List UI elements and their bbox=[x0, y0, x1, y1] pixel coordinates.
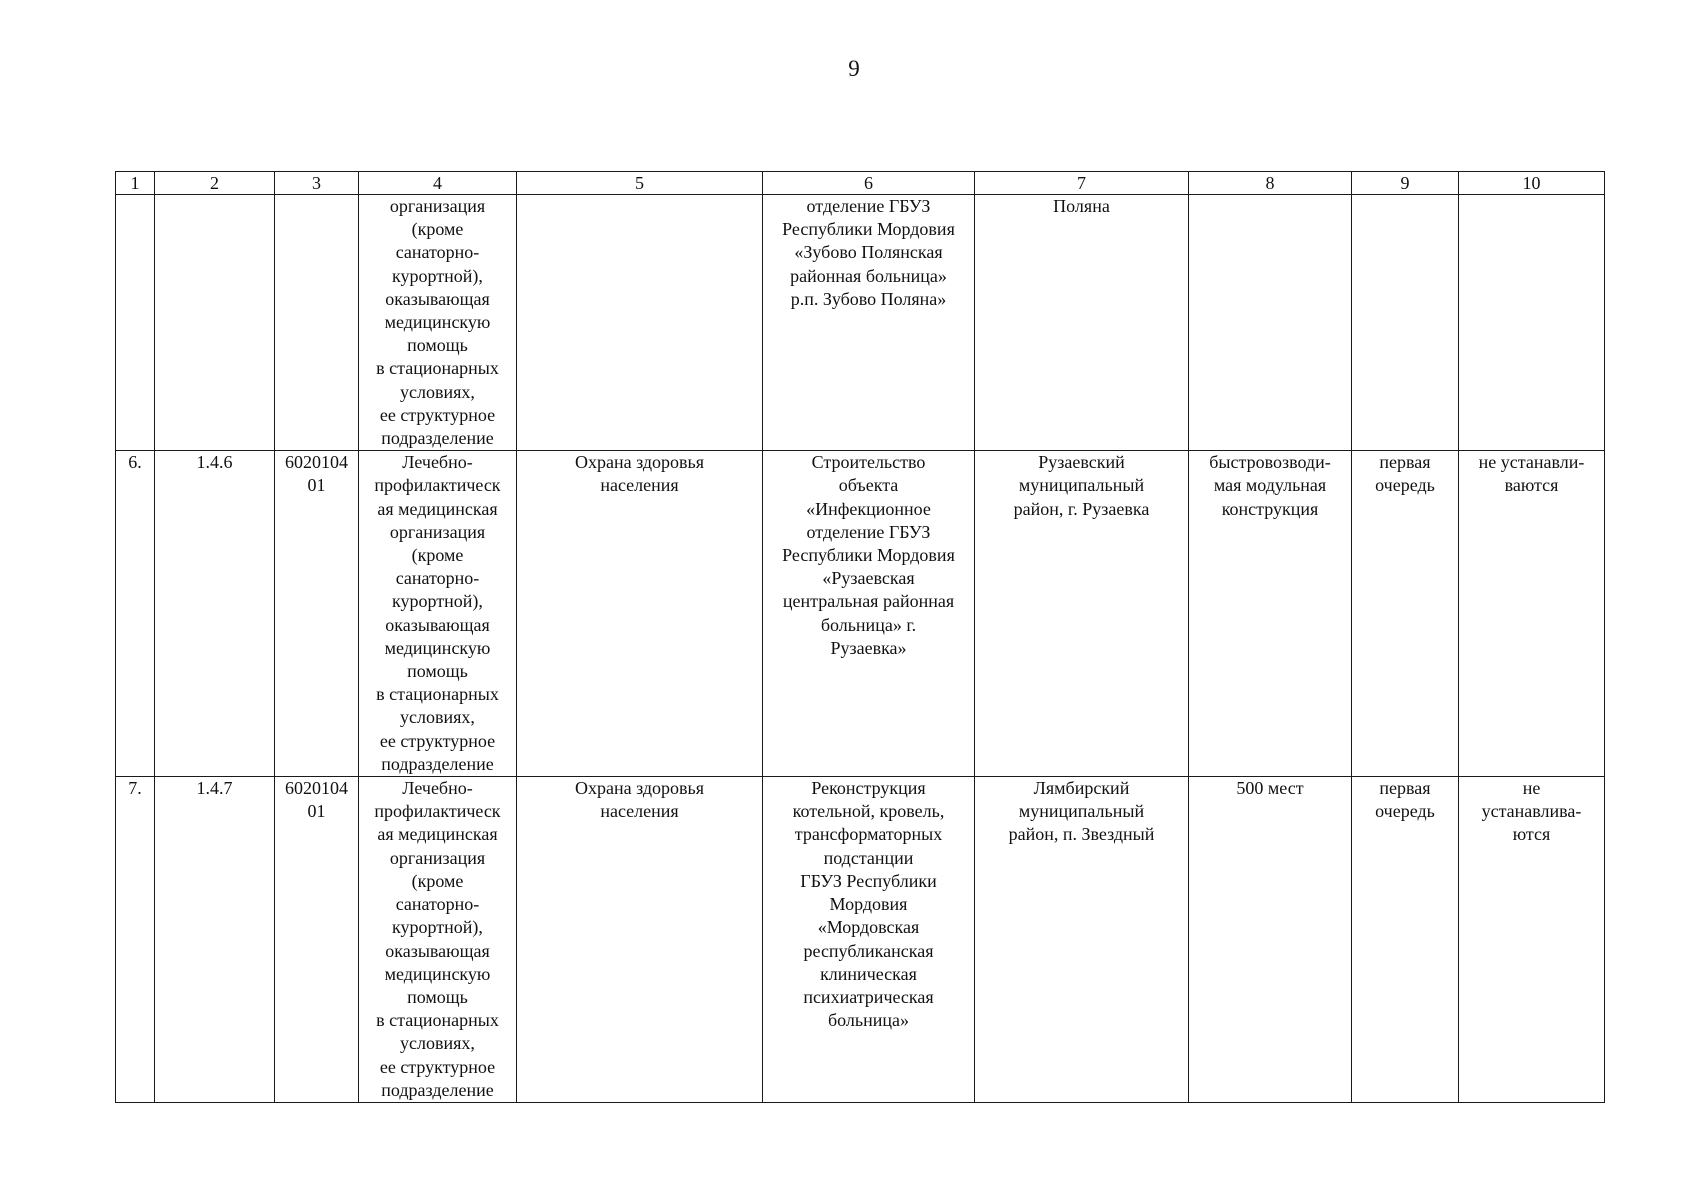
classifier-code-cell bbox=[275, 195, 359, 451]
column-header: 10 bbox=[1459, 172, 1605, 195]
column-header: 1 bbox=[116, 172, 155, 195]
characteristics-cell: быстровозводи- мая модульная конструкция bbox=[1189, 451, 1352, 777]
planning-objects-table bbox=[115, 171, 1605, 1103]
column-header: 2 bbox=[155, 172, 275, 195]
characteristics-cell bbox=[1189, 195, 1352, 451]
column-numbers-row bbox=[116, 172, 1605, 195]
object-type-cell: Лечебно- профилактическ ая медицинская организация (кроме санаторно- курортной), оказывающая медицинскую помощь в стационарных условиях, ее структурное подразделение bbox=[359, 777, 517, 1103]
row-number-cell: 7. bbox=[116, 777, 155, 1103]
column-header: 6 bbox=[763, 172, 975, 195]
object-code-cell bbox=[155, 195, 275, 451]
row-number-cell: 6. bbox=[116, 451, 155, 777]
column-header: 7 bbox=[975, 172, 1189, 195]
purpose-cell: Охрана здоровья населения bbox=[517, 451, 763, 777]
purpose-cell: Охрана здоровья населения bbox=[517, 777, 763, 1103]
object-name-cell: отделение ГБУЗ Республики Мордовия «Зубово Полянская районная больница» р.п. Зубово Поляна» bbox=[763, 195, 975, 451]
object-name-cell: Строительство объекта «Инфекционное отделение ГБУЗ Республики Мордовия «Рузаевская центральная районная больница» г. Рузаевка» bbox=[763, 451, 975, 777]
table-row bbox=[116, 451, 1605, 777]
object-type-cell: организация (кроме санаторно- курортной), оказывающая медицинскую помощь в стационарных условиях, ее структурное подразделение bbox=[359, 195, 517, 451]
characteristics-cell: 500 мест bbox=[1189, 777, 1352, 1103]
zones-cell: не устанавли- ваются bbox=[1459, 451, 1605, 777]
object-code-cell: 1.4.7 bbox=[155, 777, 275, 1103]
zones-cell bbox=[1459, 195, 1605, 451]
object-code-cell: 1.4.6 bbox=[155, 451, 275, 777]
column-header: 9 bbox=[1352, 172, 1459, 195]
priority-cell bbox=[1352, 195, 1459, 451]
column-header: 5 bbox=[517, 172, 763, 195]
location-cell: Рузаевский муниципальный район, г. Рузаевка bbox=[975, 451, 1189, 777]
page-number: 9 bbox=[848, 56, 860, 81]
purpose-cell bbox=[517, 195, 763, 451]
classifier-code-cell: 6020104 01 bbox=[275, 451, 359, 777]
row-number-cell bbox=[116, 195, 155, 451]
table-row bbox=[116, 195, 1605, 451]
location-cell: Поляна bbox=[975, 195, 1189, 451]
object-type-cell: Лечебно- профилактическ ая медицинская организация (кроме санаторно- курортной), оказывающая медицинскую помощь в стационарных условиях, ее структурное подразделение bbox=[359, 451, 517, 777]
priority-cell: первая очередь bbox=[1352, 451, 1459, 777]
table-row bbox=[116, 777, 1605, 1103]
column-header: 4 bbox=[359, 172, 517, 195]
object-name-cell: Реконструкция котельной, кровель, трансформаторных подстанции ГБУЗ Республики Мордовия «Мордовская республиканская клиническая психиатрическая больница» bbox=[763, 777, 975, 1103]
priority-cell: первая очередь bbox=[1352, 777, 1459, 1103]
location-cell: Лямбирский муниципальный район, п. Звездный bbox=[975, 777, 1189, 1103]
zones-cell: не устанавлива- ются bbox=[1459, 777, 1605, 1103]
classifier-code-cell: 6020104 01 bbox=[275, 777, 359, 1103]
column-header: 3 bbox=[275, 172, 359, 195]
column-header: 8 bbox=[1189, 172, 1352, 195]
